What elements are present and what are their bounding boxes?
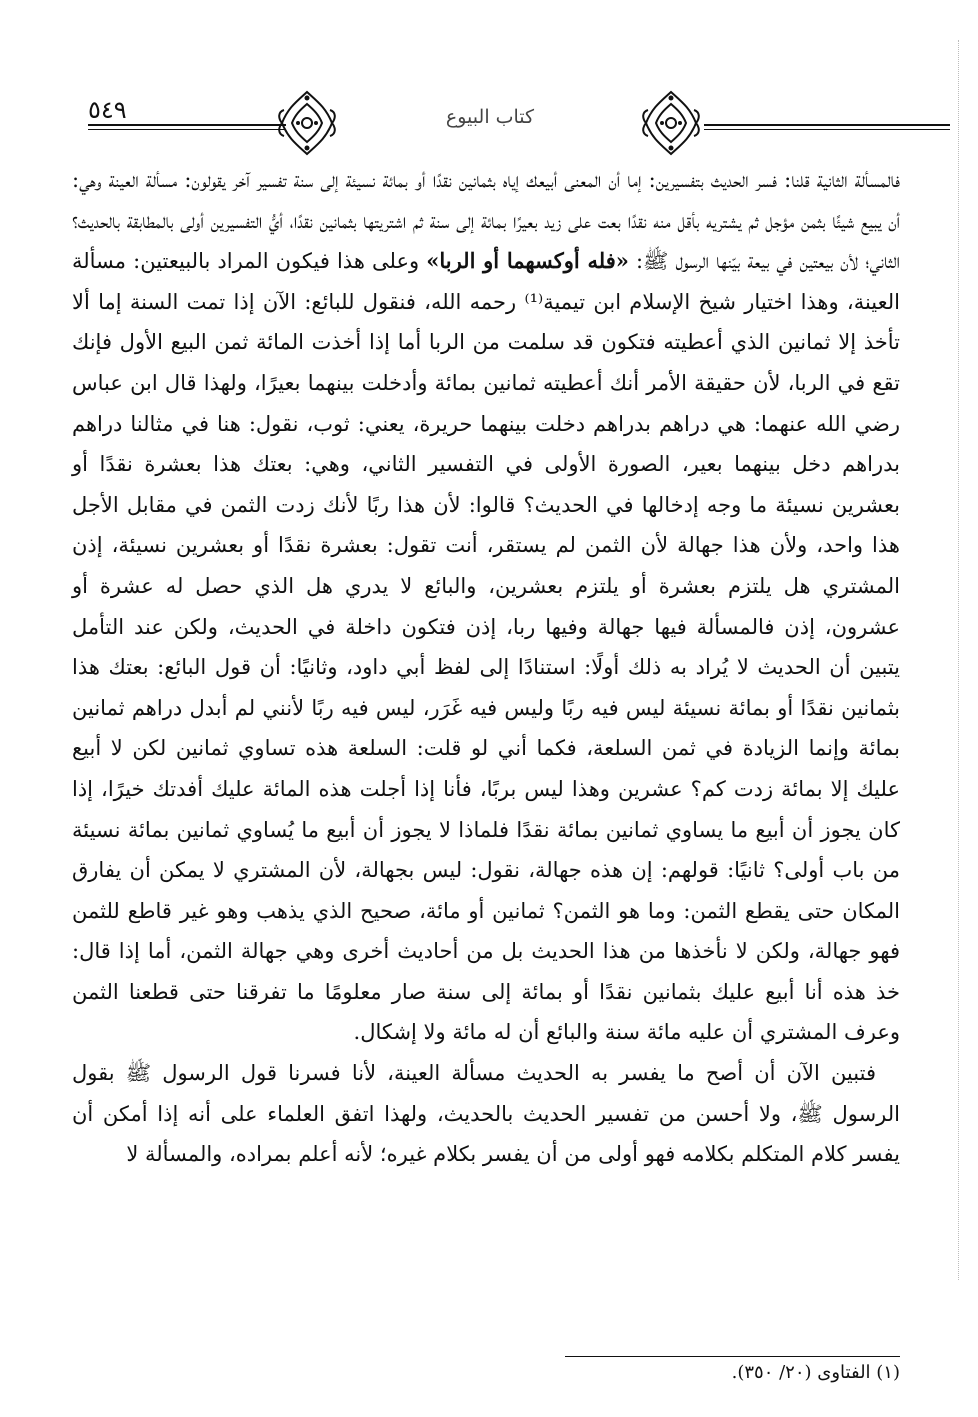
ornament-left-icon [276, 88, 338, 158]
paragraph-1-continuation: وعلى هذا فيكون المراد بالبيعتين: مسألة العينة، وهذا اختيار شيخ الإسلام ابن تيمية⁽¹⁾ رحمه الله، فنقول للبائع: الآن إذا تمت السنة إما ألا تأخذ إلا ثمانين الذي أعطيته فتكون قد سلمت من الربا أما إذا أخذت المائة ثمن البيع الأول فإنك تقع في الربا، لأن حقيقة الأمر أنك أعطيته ثمانين بمائة وأدخلت بينهما بعيرًا، ولهذا قال ابن عباس رضي الله عنهما: هي دراهم بدراهم دخلت بينهما حريرة، يعني: ثوب، نقول: هنا في مثالنا دراهم بدراهم دخل بينهما بعير، الصورة الأولى في التفسير الثاني، وهي: بعتك هذا بعشرة نقدًا أو بعشرين نسيئة ما وجه إدخالها في الحديث؟ قالوا: لأن هذا ربًا لأنك زدت الثمن في مقابل الأجل هذا واحد، ولأن هذا جهالة لأن الثمن لم يستقر، أنت تقول: بعشرة نقدًا أو بعشرين نسيئة، إذن المشتري هل يلتزم بعشرة أو يلتزم بعشرين، والبائع لا يدري هل الذي حصل له عشرة أو عشرون، إذن فالمسألة فيها جهالة وفيها ربا، إذن فتكون داخلة في الحديث، ولكن عند التأمل يتبين أن الحديث لا يُراد به ذلك أولًا: استنادًا إلى لفظ أبي داود، وثانيًا: أن قول البائع: بعتك هذا بثمانين نقدًا أو بمائة نسيئة ليس فيه ربًا وليس فيه غَرَر، ليس فيه ربًا لأنني لم أبدل دراهم ثمانين بمائة وإنما الزيادة في ثمن السلعة، فكما أني لو قلت: السلعة هذه تساوي ثمانين لكن لا أبيع عليك إلا بمائة زدت كم؟ عشرين وهذا ليس بربًا، فأنا إذا أجلت هذه المائة عليك أفدتك خيرًا، إذا كان يجوز أن أبيع ما يساوي ثمانين بمائة نقدًا فلماذا لا يجوز أن أبيع ما يُساوي ثمانين بمائة نسيئة من باب أولى؟ ثانيًا: قولهم: إن هذه جهالة، نقول: ليس بجهالة، لأن المشتري لا يمكن أن يفارق المكان حتى يقطع الثمن: وما هو الثمن؟ ثمانين أو مائة، صحيح الذي يذهب وهو غير قاطع للثمن فهو جهالة، ولكن لا نأخذها من هذا الحديث بل من أحاديث أخرى وهي جهالة الثمن، أما إذا قال: خذ هذه أنا أبيع عليك بثمانين نقدًا أو بمائة إلى سنة صار معلومًا ما تفرقنا حتى قطعنا الثمن وعرف المشتري أن عليه مائة سنة والبائع أن له مائة ولا إشكال. [72, 249, 900, 1045]
scan-margin-marks [958, 40, 961, 1280]
page-header [70, 88, 950, 158]
footnote: (١) الفتاوى (٢٠/ ٣٥٠). [731, 1362, 900, 1383]
running-title: كتاب البيوع [445, 106, 535, 128]
header-rule-left [88, 124, 286, 126]
paragraph-1 [72, 160, 900, 1053]
body-text [72, 160, 900, 1175]
page-number: ٥٤٩ [88, 96, 127, 124]
ornament-right-icon [640, 88, 702, 158]
header-rule-right [704, 124, 950, 126]
footnote-separator [565, 1356, 900, 1357]
paragraph-2-text: فتبين الآن أن أصح ما يفسر به الحديث مسألة العينة، لأنا فسرنا قول الرسول ﷺ بقول الرسول ﷺ، ولا أحسن من تفسير الحديث بالحديث، ولهذا اتفق العلماء على أنه إذا أمكن أن يفسر كلام المتكلم بكلامه فهو أولى من أن يفسر بكلام غيره؛ لأنه أعلم بمراده، والمسألة لا [72, 1061, 900, 1167]
paragraph-2 [72, 1053, 900, 1175]
hadith-quote: «فله أوكسهما أو الربا» [426, 248, 629, 274]
paragraph-1-text: فالمسألة الثانية قلنا: فسر الحديث بتفسيرين: إما أن المعنى أبيعك إياه بثمانين نقدًا أو بمائة نسيئة إلى سنة تفسير آخر يقولون: مسألة العينة وهي: أن يبيع شيئًا بثمن مؤجل ثم يشتريه بأقل منه نقدًا بعت على زيد بعيرًا بمائة إلى سنة ثم اشتريتها بثمانين نقدًا، أيُّ التفسيرين أولى بالمطابقة بالحديث؟ الثاني؛ لأن بيعتين في بيعة بيّنها الرسول ﷺ: [72, 168, 900, 274]
